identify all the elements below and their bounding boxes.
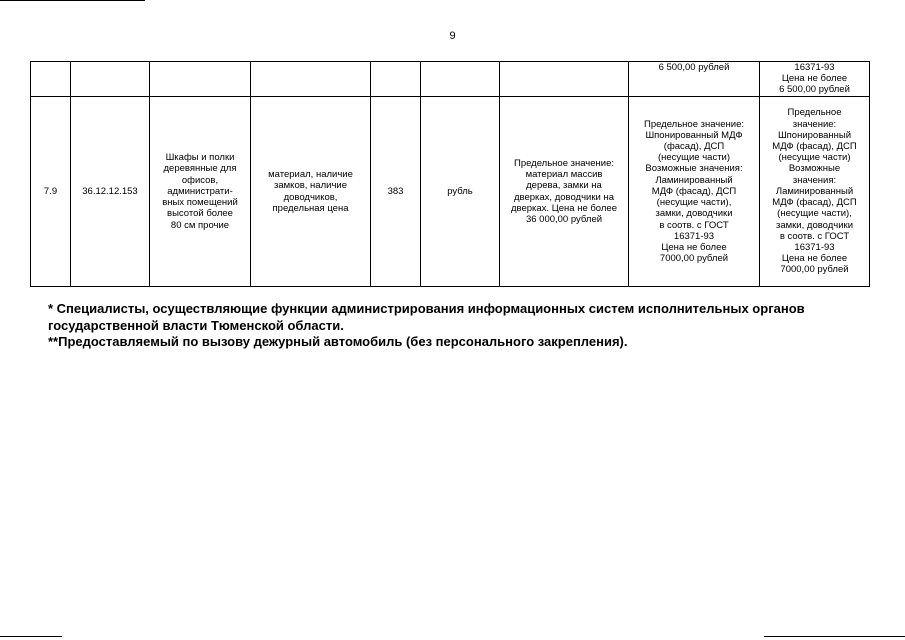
table-cell-price-gost: 16371-93 Цена не более 6 500,00 рублей bbox=[760, 62, 870, 97]
table-cell bbox=[251, 62, 371, 97]
value-column-2: Предельное значение: Шпонированный МДФ (фасад), ДСП (несущие части) Возможные значения: Ламинированный МДФ (фасад), ДСП (несущие части), замки, доводчики в соотв. с ГОСТ 16371-93 Цена не более 7000,00 рублей bbox=[629, 97, 760, 287]
table-cell bbox=[371, 62, 421, 97]
item-characteristics: материал, наличие замков, наличие доводчиков, предельная цена bbox=[251, 97, 371, 287]
table-cell bbox=[31, 62, 71, 97]
scan-artifact-line bbox=[764, 636, 905, 637]
value-column-3: Предельное значение: Шпонированный МДФ (фасад), ДСП (несущие части) Возможные значения: Ламинированный МДФ (фасад), ДСП (несущие части), замки, доводчики в соотв. с ГОСТ 16371-93 Цена не более 7000,00 рублей bbox=[760, 97, 870, 287]
table-cell-price: 6 500,00 рублей bbox=[629, 62, 760, 97]
table-cell bbox=[150, 62, 251, 97]
footnote-duty-car: **Предоставляемый по вызову дежурный автомобиль (без персонального закрепления). bbox=[48, 334, 628, 349]
specification-table bbox=[30, 61, 870, 287]
table-cell bbox=[500, 62, 629, 97]
table-cell bbox=[421, 62, 500, 97]
scan-artifact-line bbox=[0, 636, 62, 637]
item-name: Шкафы и полки деревянные для офисов, администрати- вных помещений высотой более 80 см прочие bbox=[150, 97, 251, 287]
okpd-code: 36.12.12.153 bbox=[71, 97, 150, 287]
footnote-specialists: * Специалисты, осуществляющие функции администрирования информационных систем исполнительных органов государственной власти Тюменской области. bbox=[48, 301, 805, 333]
value-column-1: Предельное значение: материал массив дерева, замки на дверках, доводчики на дверках. Цена не более 36 000,00 рублей bbox=[500, 97, 629, 287]
table-row bbox=[31, 97, 870, 287]
table-cell bbox=[71, 62, 150, 97]
row-number: 7.9 bbox=[31, 97, 71, 287]
okei-code: 383 bbox=[371, 97, 421, 287]
table-row-continued bbox=[31, 62, 870, 97]
scan-artifact-line bbox=[0, 0, 145, 1]
footnotes bbox=[48, 301, 848, 351]
unit-name: рубль bbox=[421, 97, 500, 287]
page-number: 9 bbox=[449, 30, 456, 42]
